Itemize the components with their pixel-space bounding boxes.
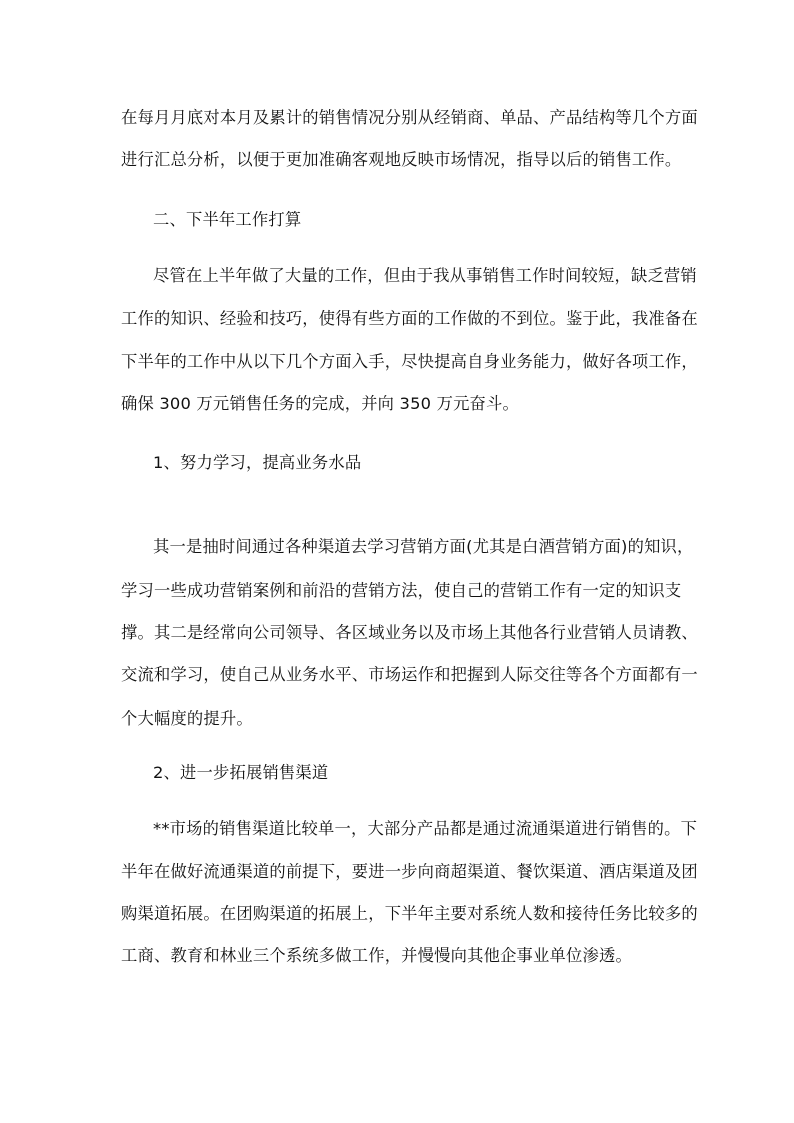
text-line-7: 其一是抽时间通过各种渠道去学习营销方面(尤其是白酒营销方面)的知识， xyxy=(153,537,694,556)
text-line-9: 撑。其二是经常向公司领导、各区域业务以及市场上其他各行业营销人员请教、 xyxy=(121,623,698,642)
text-line-5: 下半年的工作中从以下几个方面入手，尽快提高自身业务能力，做好各项工作， xyxy=(121,352,698,371)
text-line-6: 确保 300 万元销售任务的完成，并向 350 万元奋斗。 xyxy=(121,394,519,413)
text-line-11: 个大幅度的提升。 xyxy=(121,709,253,728)
text-line-2: 进行汇总分析，以便于更加准确客观地反映市场情况，指导以后的销售工作。 xyxy=(121,150,682,169)
text-line-12: **市场的销售渠道比较单一，大部分产品都是通过流通渠道进行销售的。下 xyxy=(153,819,698,838)
text-line-3: 尽管在上半年做了大量的工作，但由于我从事销售工作时间较短，缺乏营销 xyxy=(153,266,697,285)
text-line-10: 交流和学习，使自己从业务水平、市场运作和把握到人际交往等各个方面都有一 xyxy=(121,665,698,684)
subheading-1: 1、努力学习，提高业务水品 xyxy=(153,453,362,472)
subheading-2: 2、进一步拓展销售渠道 xyxy=(153,763,329,782)
section-heading-2: 二、下半年工作打算 xyxy=(153,210,302,229)
text-line-1: 在每月月底对本月及累计的销售情况分别从经销商、单品、产品结构等几个方面 xyxy=(121,108,698,127)
text-line-4: 工作的知识、经验和技巧，使得有些方面的工作做的不到位。鉴于此，我准备在 xyxy=(121,309,698,328)
text-line-8: 学习一些成功营销案例和前沿的营销方法，使自己的营销工作有一定的知识支 xyxy=(121,581,682,600)
text-line-14: 购渠道拓展。在团购渠道的拓展上，下半年主要对系统人数和接待任务比较多的 xyxy=(121,904,698,923)
text-line-15: 工商、教育和林业三个系统多做工作，并慢慢向其他企事业单位渗透。 xyxy=(121,946,632,965)
text-line-13: 半年在做好流通渠道的前提下，要进一步向商超渠道、餐饮渠道、酒店渠道及团 xyxy=(121,862,698,881)
